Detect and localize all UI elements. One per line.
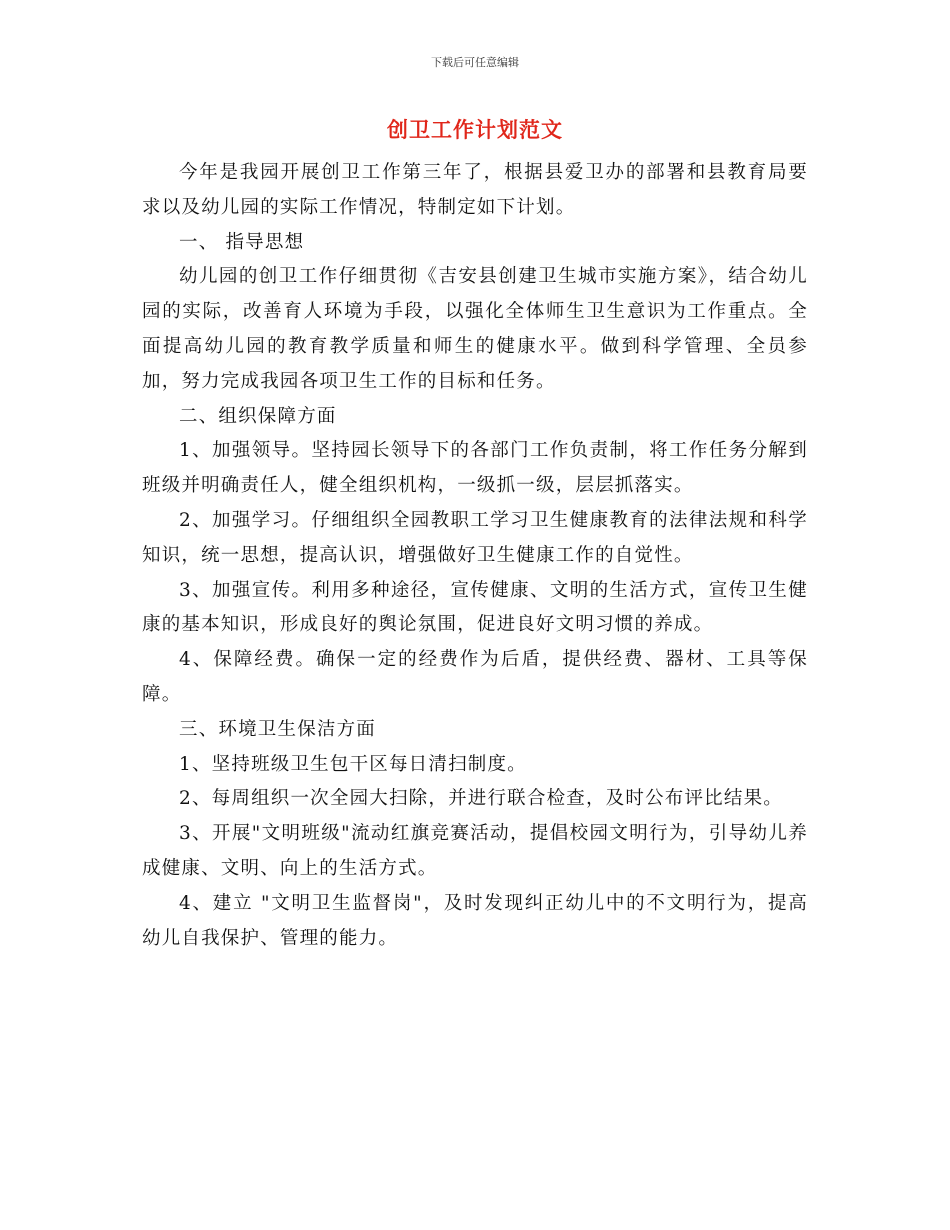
- section-heading-environment: 三、环境卫生保洁方面: [179, 718, 377, 740]
- paragraph-environment-1: 1、坚持班级卫生包干区每日清扫制度。: [179, 753, 527, 775]
- document-body: [142, 156, 808, 956]
- paragraph-organization-2: 2、加强学习。仔细组织全园教职工学习卫生健康教育的法律法规和科学知识，统一思想，提高认识，增强做好卫生健康工作的自觉性。: [142, 509, 808, 566]
- header-note: 下载后可任意编辑: [431, 56, 519, 69]
- document-title: 创卫工作计划范文: [387, 117, 563, 142]
- paragraph-environment-3: 3、开展"文明班级"流动红旗竞赛活动，提倡校园文明行为，引导幼儿养成健康、文明、向上的生活方式。: [142, 823, 808, 879]
- paragraph-environment-4: 4、建立 "文明卫生监督岗"，及时发现纠正幼儿中的不文明行为，提高幼儿自我保护、管理的能力。: [142, 892, 808, 949]
- paragraph-intro: 今年是我园开展创卫工作第三年了，根据县爱卫办的部署和县教育局要求以及幼儿园的实际工作情况，特制定如下计划。: [142, 162, 808, 218]
- paragraph-environment-2: 2、每周组织一次全园大扫除，并进行联合检查，及时公布评比结果。: [179, 788, 783, 810]
- section-heading-organization: 二、组织保障方面: [179, 405, 337, 427]
- paragraph-organization-1: 1、加强领导。坚持园长领导下的各部门工作负责制，将工作任务分解到班级并明确责任人，健全组织机构，一级抓一级，层层抓落实。: [142, 440, 808, 497]
- paragraph-guiding-thought: 幼儿园的创卫工作仔细贯彻《吉安县创建卫生城市实施方案》，结合幼儿园的实际，改善育人环境为手段，以强化全体师生卫生意识为工作重点。全面提高幼儿园的教育教学质量和师生的健康水平。做到科学管理、全员参加，努力完成我园各项卫生工作的目标和任务。: [142, 266, 808, 392]
- paragraph-organization-3: 3、加强宣传。利用多种途径，宣传健康、文明的生活方式，宣传卫生健康的基本知识，形成良好的舆论氛围，促进良好文明习惯的养成。: [142, 579, 808, 636]
- paragraph-organization-4: 4、保障经费。确保一定的经费作为后盾，提供经费、器材、工具等保障。: [142, 649, 808, 705]
- section-heading-guiding-thought: 一、 指导思想: [179, 231, 305, 253]
